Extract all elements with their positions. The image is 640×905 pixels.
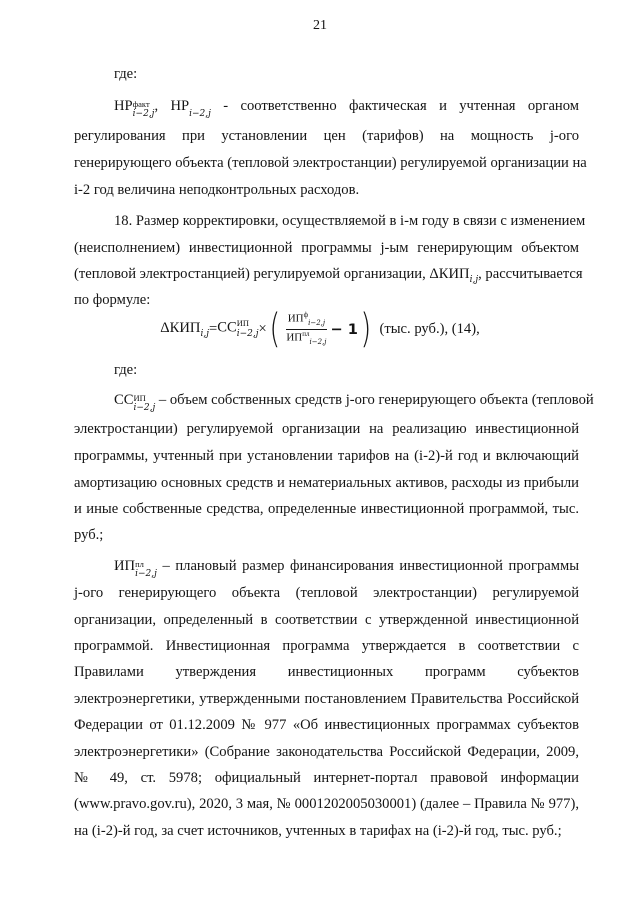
ip-definition-line-1: ИП пл i−2,j – плановый размер финансирования инвестиционной программы <box>114 558 579 579</box>
where-label: где: <box>114 66 138 82</box>
ip-definition-line-7: Федерации от 01.12.2009 № 977 «Об инвестиционных программах субъектов <box>74 717 579 733</box>
formula-lhs: $\Delta КИП_{i,j}$ <box>160 319 209 339</box>
formula-tail: (тыс. руб.), (14), <box>379 320 480 337</box>
ip-definition-line-6: электроэнергетики, утвержденными постановлением Правительства Российской <box>74 691 579 707</box>
para18-line-2: (неисполнением) инвестиционной программы j-ым генерирующим объектом <box>74 240 579 256</box>
ip-definition-line-3: организации, определенный в соответствии с утвержденной инвестиционной <box>74 612 579 628</box>
where-label-2: где: <box>114 362 138 378</box>
left-paren: ( <box>269 306 281 352</box>
ip-definition-line-4: программой. Инвестиционная программа утверждается в соответствии с <box>74 638 579 654</box>
para18-line-1: 18. Размер корректировки, осуществляемой в i-м году в связи с изменением <box>114 213 586 229</box>
hr-definition-line-1: НР факт i−2,j , НР i−2,j - соответственно фактическая и учтенная органом <box>114 98 579 119</box>
page-number: 21 <box>313 18 327 33</box>
para18-line-4: по формуле: <box>74 292 151 308</box>
formula-cc: СС ИП i−2,j <box>217 318 259 339</box>
formula-fraction: $\frac{ИП^ф_{i-2,j}}{ИП^{пл}_{i-2,j}}$ <box>286 310 327 346</box>
cc-definition-line-2: электростанции) регулируемой организации на реализацию инвестиционной <box>74 421 579 437</box>
ip-definition-line-8: электроэнергетики» (Собрание законодательства Российской Федерации, 2009, <box>74 744 579 760</box>
cc-definition-line-4: амортизацию основных средств и нематериальных активов, расходы из прибыли <box>74 475 579 491</box>
hr-definition-line-2: регулирования при установлении цен (тарифов) на мощность j-ого <box>74 128 579 144</box>
ip-definition-line-2: j-ого генерирующего объекта (тепловой электростанции) регулируемой <box>74 585 579 601</box>
right-paren: ) <box>360 306 372 352</box>
hr-definition-line-3: генерирующего объекта (тепловой электростанции) регулируемой организации на <box>74 155 587 171</box>
ip-definition-line-9: № 49, ст. 5978; официальный интернет-портал правовой информации <box>74 770 579 786</box>
cc-symbol: СС ИП i−2,j <box>114 392 156 413</box>
ip-symbol: ИП пл i−2,j <box>114 558 157 579</box>
cc-definition-line-1: СС ИП i−2,j – объем собственных средств j-ого генерирующего объекта (тепловой <box>114 392 594 413</box>
cc-definition-line-6: руб.; <box>74 527 104 543</box>
ip-definition-line-11: на (i-2)-й год, за счет источников, учтенных в тарифах на (i-2)-й год, тыс. руб.; <box>74 823 562 839</box>
ip-definition-line-5: Правилами утверждения инвестиционных программ субъектов <box>74 664 579 680</box>
cc-definition-line-5: и иные собственные средства, определенные инвестиционной программой, тыс. <box>74 501 579 517</box>
hr-symbol: НР i−2,j <box>170 98 211 119</box>
ip-definition-line-10: (www.pravo.gov.ru), 2020, 3 мая, № 0001202005030001) (далее – Правила № 977), <box>74 796 579 812</box>
hr-definition-line-4: i-2 год величина неподконтрольных расходов. <box>74 182 360 198</box>
cc-definition-line-3: программы, учтенный при установлении тарифов на (i-2)-й год и включающий <box>74 448 579 464</box>
formula-14: $\Delta КИП_{i,j}$ = СС ИП i−2,j × ( $\frac{ИП^ф_{i-2,j}}{ИП^{пл}_{i-2,j}}$ − 1 ) (тыс. руб.), (14), <box>160 306 480 352</box>
hr-fact-symbol: НР факт i−2,j <box>114 98 155 119</box>
para18-line-3: (тепловой электростанцией) регулируемой организации, $\Delta КИП_{i,j}$, рассчитывается <box>74 266 583 285</box>
